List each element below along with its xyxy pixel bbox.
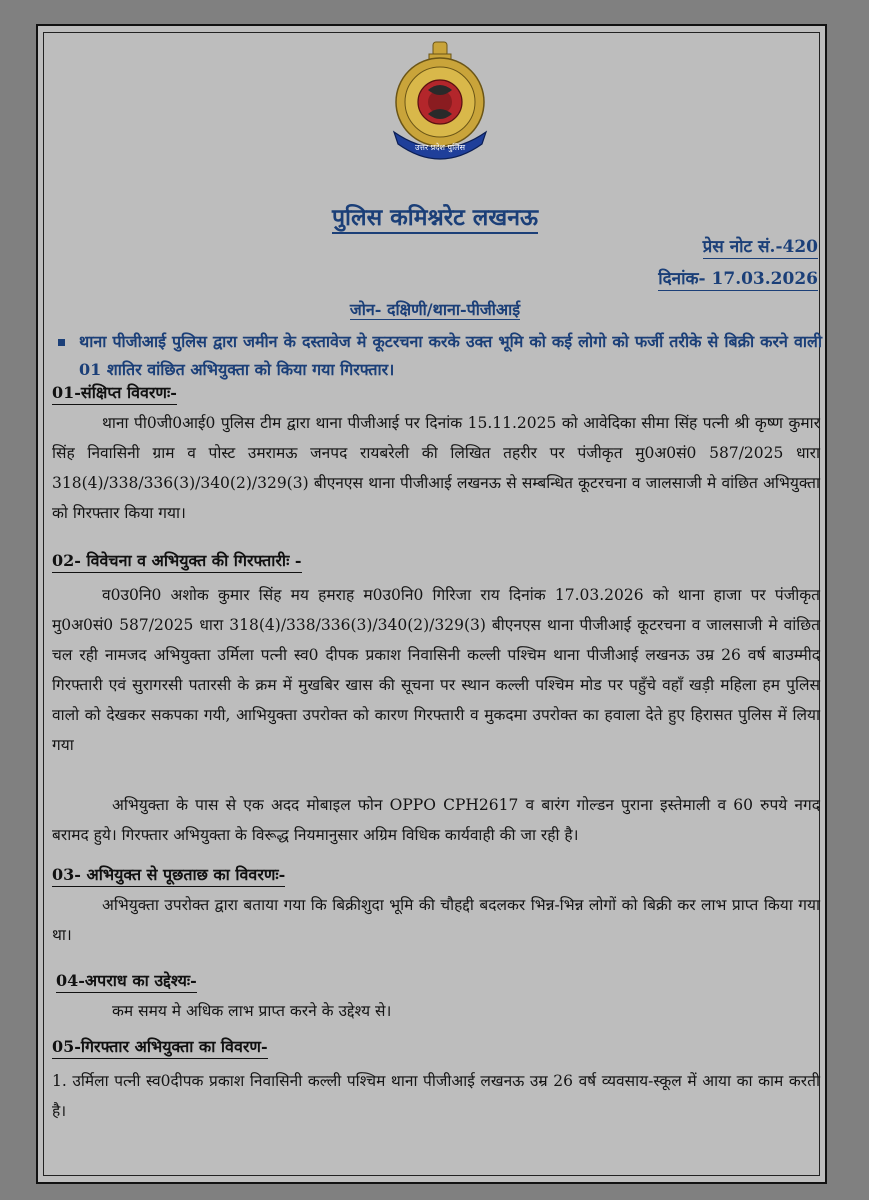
up-police-emblem-icon — [380, 40, 500, 168]
headline-block — [58, 328, 822, 384]
section-4-text: कम समय मे अधिक लाभ प्राप्त करने के उद्देश्य से। — [112, 1002, 392, 1020]
headline-text: थाना पीजीआई पुलिस द्वारा जमीन के दस्तावेज मे कूटरचना करके उक्त भूमि को कई लोगो को फर्जी तरीके से बिक्री करने वाली 01 शातिर वांछित अभियुक्ता को किया गया गिरफ्तार। — [79, 332, 822, 379]
section-1-heading: 01-संक्षिप्त विवरणः- — [52, 382, 177, 405]
section-5-heading: 05-गिरफ्तार अभियुक्ता का विवरण- — [52, 1036, 268, 1059]
section-2-paragraph-1: व0उ0नि0 अशोक कुमार सिंह मय हमराह म0उ0नि0 गिरिजा राय दिनांक 17.03.2026 को थाना हाजा पर पंजीकृत मु0अ0सं0 587/2025 धारा 318(4)/338/336(3)/340(2)/329(3) बीएनएस थाना पीजीआई कूटरचना व जालसाजी मे वांछित चल रही नामजद अभियुक्ता उर्मिला पत्नी स्व0 दीपक प्रकाश निवासिनी कल्ली पश्चिम थाना पीजीआई लखनऊ उम्र 26 वर्ष बाउम्मीद गिरफ्तारी एवं सुरागरसी पतारसी के क्रम में मुखबिर खास की सूचना पर स्थान कल्ली पश्चिम मोड पर पहुँचे वहाँ खड़ी महिला हम पुलिस वालो को देखकर सकपका गयी, आभियुक्ता उपरोक्त को कारण गिरफ्तारी व मुकदमा उपरोक्त का हवाला देते हुए हिरासत पुलिस में लिया गया — [52, 586, 820, 754]
section-2-paragraph-2: अभियुक्ता के पास से एक अदद मोबाइल फोन OPPO CPH2617 व बारंग गोल्डन पुराना इस्तेमाली व 60 रुपये नगद बरामद हुये। गिरफ्तार अभियुक्ता के विरूद्ध नियमानुसार अग्रिम विधिक कार्यवाही की जा रही है। — [52, 796, 820, 844]
square-bullet-icon — [58, 339, 65, 346]
press-note-number: प्रेस नोट सं.-420 — [702, 237, 818, 257]
emblem-ribbon-text: उत्तर प्रदेश पुलिस — [415, 143, 465, 152]
press-note-date: दिनांक- 17.03.2026 — [658, 269, 818, 289]
section-1-text: थाना पी0जी0आई0 पुलिस टीम द्वारा थाना पीजीआई पर दिनांक 15.11.2025 को आवेदिका सीमा सिंह पत्नी श्री कृष्ण कुमार सिंह निवासिनी ग्राम व पोस्ट उमरामऊ जनपद रायबरेली की लिखित तहरीर पर पंजीकृत मु0अ0सं0 587/2025 धारा 318(4)/338/336(3)/340(2)/329(3) बीएनएस थाना पीजीआई लखनऊ से सम्बन्धित कूटरचना व जालसाजी मे वांछित अभियुक्ता को गिरफ्तार किया गया। — [52, 414, 820, 522]
zone-station: जोन- दक्षिणी/थाना-पीजीआई — [349, 300, 521, 319]
section-2-heading: 02- विवेचना व अभियुक्त की गिरफ्तारीः - — [52, 550, 302, 573]
press-note-document — [48, 30, 822, 1170]
section-5-text: 1. उर्मिला पत्नी स्व0दीपक प्रकाश निवासिनी कल्ली पश्चिम थाना पीजीआई लखनऊ उम्र 26 वर्ष व्यवसाय-स्कूल में आया का काम करती है। — [52, 1072, 820, 1120]
section-4-heading: 04-अपराध का उद्देश्यः- — [56, 970, 197, 993]
section-3-text: अभियुक्ता उपरोक्त द्वारा बताया गया कि बिक्रीशुदा भूमि की चौहद्दी बदलकर भिन्न-भिन्न लोगों को बिक्री कर लाभ प्राप्त किया गया था। — [52, 896, 820, 944]
page-title: पुलिस कमिश्नरेट लखनऊ — [48, 200, 822, 232]
section-3-heading: 03- अभियुक्त से पूछताछ का विवरणः- — [52, 864, 285, 887]
